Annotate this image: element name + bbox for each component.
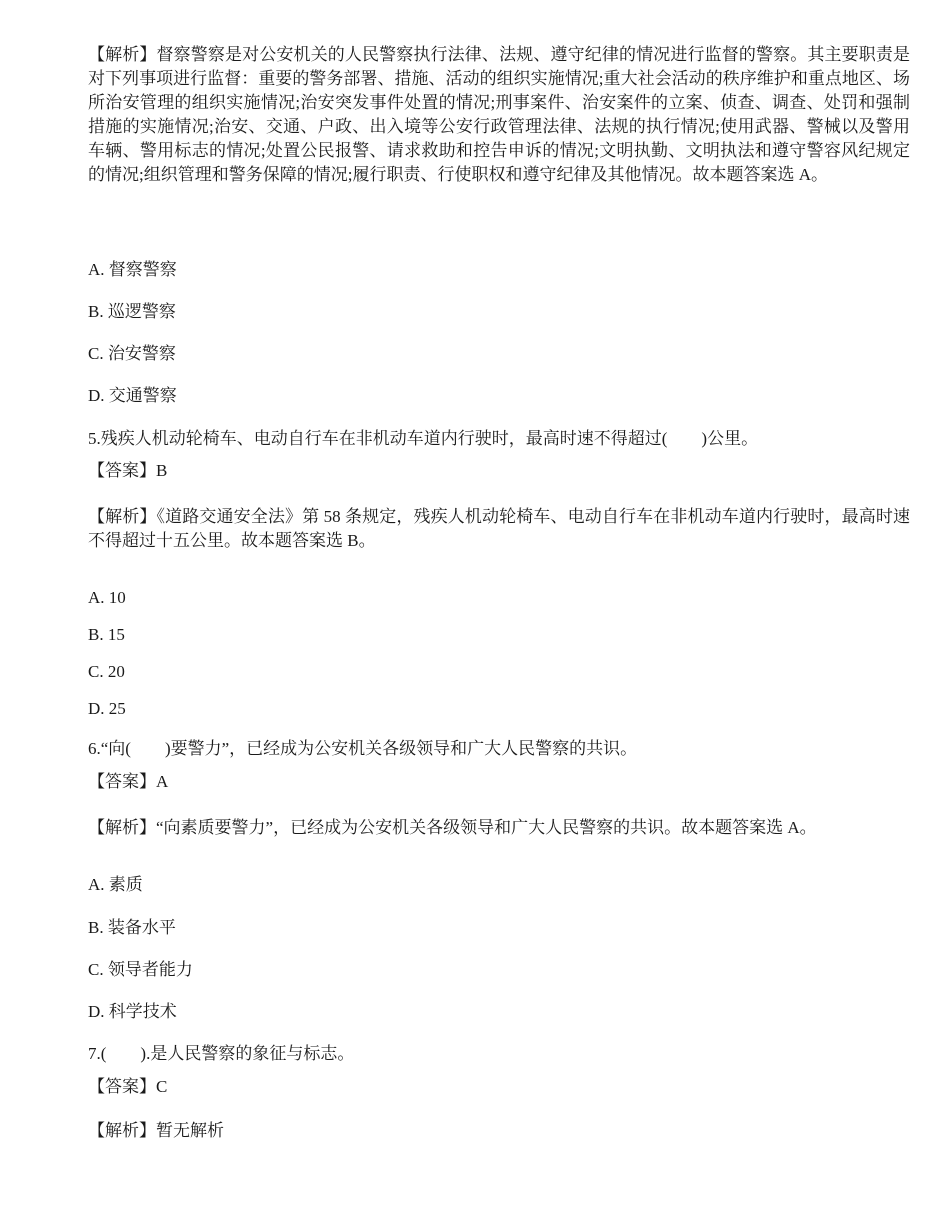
q7-question: 7.( ).是人民警察的象征与标志。	[88, 1044, 355, 1063]
q6-option-b: B. 装备水平	[88, 918, 176, 937]
q7-analysis: 【解析】暂无解析	[88, 1121, 224, 1140]
q5-option-d: D. 25	[88, 699, 126, 718]
q6-option-d: D. 科学技术	[88, 1002, 177, 1021]
q6-analysis: 【解析】“向素质要警力”，已经成为公安机关各级领导和广大人民警察的共识。故本题答案选 A。	[88, 818, 817, 837]
q5-analysis: 【解析】《道路交通安全法》第 58 条规定，残疾人机动轮椅车、电动自行车在非机动车道内行驶时，最高时速不得超过十五公里。故本题答案选 B。	[88, 507, 910, 550]
q6-option-a: A. 素质	[88, 875, 143, 894]
q5-option-c: C. 20	[88, 662, 125, 681]
q6-answer: 【答案】A	[88, 772, 169, 791]
q4-option-b: B. 巡逻警察	[88, 302, 176, 321]
q5-option-a: A. 10	[88, 588, 126, 607]
q4-option-c: C. 治安警察	[88, 344, 176, 363]
q5-answer: 【答案】B	[88, 461, 168, 480]
q4-option-d: D. 交通警察	[88, 386, 177, 405]
q5-option-b: B. 15	[88, 625, 125, 644]
q4-analysis: 【解析】督察警察是对公安机关的人民警察执行法律、法规、遵守纪律的情况进行监督的警察。其主要职责是对下列事项进行监督：重要的警务部署、措施、活动的组织实施情况;重大社会活动的秩序维护和重点地区、场所治安管理的组织实施情况;治安突发事件处置的情况;刑事案件、治安案件的立案、侦查、调查、处罚和强制措施的实施情况;治安、交通、户政、出入境等公安行政管理法律、法规的执行情况;使用武器、警械以及警用车辆、警用标志的情况;处置公民报警、请求救助和控告申诉的情况;文明执勤、文明执法和遵守警容风纪规定的情况;组织管理和警务保障的情况;履行职责、行使职权和遵守纪律及其他情况。故本题答案选 A。	[88, 45, 910, 184]
q4-option-a: A. 督察警察	[88, 260, 177, 279]
q6-option-c: C. 领导者能力	[88, 960, 193, 979]
q7-answer: 【答案】C	[88, 1077, 168, 1096]
q6-question: 6.“向( )要警力”，已经成为公安机关各级领导和广大人民警察的共识。	[88, 739, 638, 758]
q5-question: 5.残疾人机动轮椅车、电动自行车在非机动车道内行驶时，最高时速不得超过( )公里。	[88, 429, 759, 448]
